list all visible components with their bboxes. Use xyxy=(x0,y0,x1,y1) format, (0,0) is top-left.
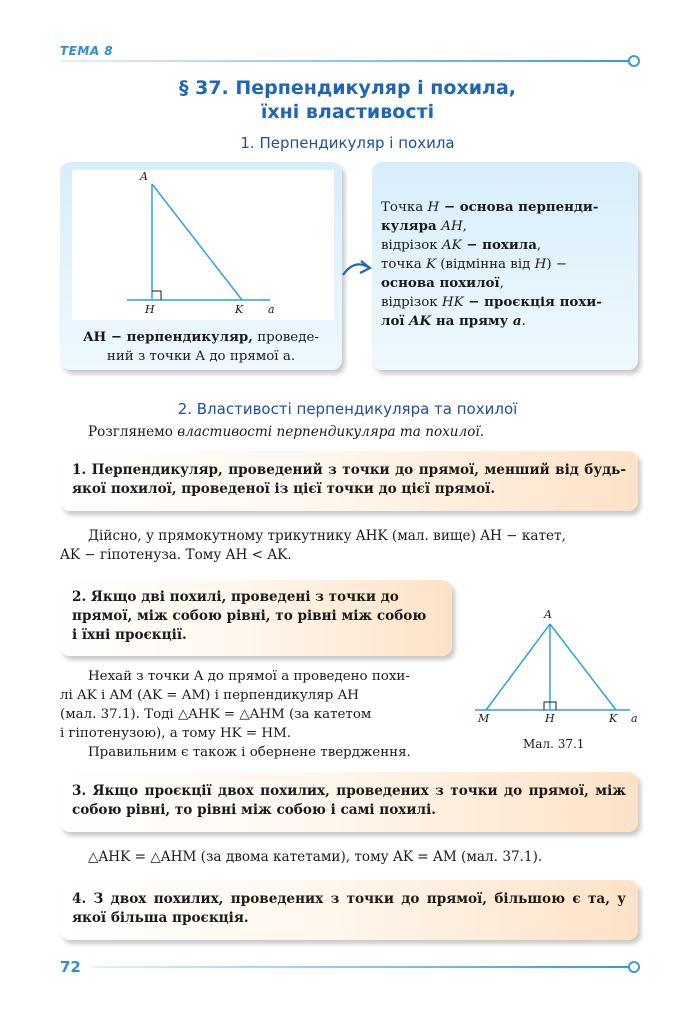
proof-3: △AHK = △AHM (за двома катетами), тому AK = AM (мал. 37.1). xyxy=(88,849,543,865)
section1-heading: 1. Перпендикуляр і похила xyxy=(240,134,455,152)
definitions-text: Точка H − основа перпенди- куляра AH, відрізок AK − похила, точка K (відмінна від H) − основа похилої, відрізок HK − проєкція похи- лої AK на пряму a. xyxy=(381,199,602,329)
label-K: K xyxy=(235,303,244,316)
property-3-box: 3. Якщо проєкції двох похилих, проведених з точки до прямої, між собою рівні, то рівні між собою і самі похилі. xyxy=(60,772,638,832)
fig2-label-K: K xyxy=(609,712,618,725)
slant-AM xyxy=(486,624,550,710)
label-A: A xyxy=(140,170,148,183)
footer-rule xyxy=(92,966,630,968)
arrow-icon xyxy=(340,255,374,285)
page-number: 72 xyxy=(60,958,81,976)
fig2-label-H: H xyxy=(545,712,555,725)
footer-rule-dot xyxy=(628,961,640,973)
page-title: § 37. Перпендикуляр і похила, їхні властивості xyxy=(178,77,517,123)
section2-intro: Розглянемо властивості перпендикуляра та похилої. xyxy=(88,424,485,440)
header-rule xyxy=(60,60,630,62)
header-rule-dot xyxy=(628,55,640,67)
fig2-label-a: a xyxy=(631,712,638,725)
label-H: H xyxy=(145,303,155,316)
figure1-caption: AH − перпендикуляр, проведе- ний з точки A до прямої a. xyxy=(83,329,319,364)
topic-label: ТЕМА 8 xyxy=(60,44,114,58)
section2-heading: 2. Властивості перпендикуляра та похилої xyxy=(177,400,518,418)
slant-AK xyxy=(152,184,242,300)
proof-1: Дійсно, у прямокутному трикутнику AHK (мал. вище) AH − катет, AK − гіпотенуза. Тому AH < AK. xyxy=(60,528,566,563)
property-1-box: 1. Перпендикуляр, проведений з точки до прямої, менший від будь-якої похилої, проведеної із цієї точки до цієї прямої. xyxy=(60,451,638,511)
figure1-diagram xyxy=(72,170,334,320)
label-a: a xyxy=(268,303,275,316)
slant-AK-2 xyxy=(550,624,616,710)
figure-37-1-diagram xyxy=(470,610,640,720)
proof-2: Нехай з точки A до прямої a проведено похи- лі AK і AM (AK = AM) і перпендикуляр AH (мал. 37.1). Тоді △AHK = △AHM (за катетом і гіпотенузою), а тому HK = HM. Правильним є також і обернене твердження. xyxy=(60,669,411,760)
figure-37-1-caption: Мал. 37.1 xyxy=(523,737,585,751)
property-4-box: 4. З двох похилих, проведених з точки до прямої, більшою є та, у якої більша проєкція. xyxy=(60,880,638,940)
fig2-label-M: M xyxy=(478,712,490,725)
right-angle-mark xyxy=(152,291,161,300)
property-2-box: 2. Якщо дві похилі, проведені з точки до прямої, між собою рівні, то рівні між собою і їхні проєкції. xyxy=(60,580,452,656)
fig2-label-A: A xyxy=(544,608,552,621)
